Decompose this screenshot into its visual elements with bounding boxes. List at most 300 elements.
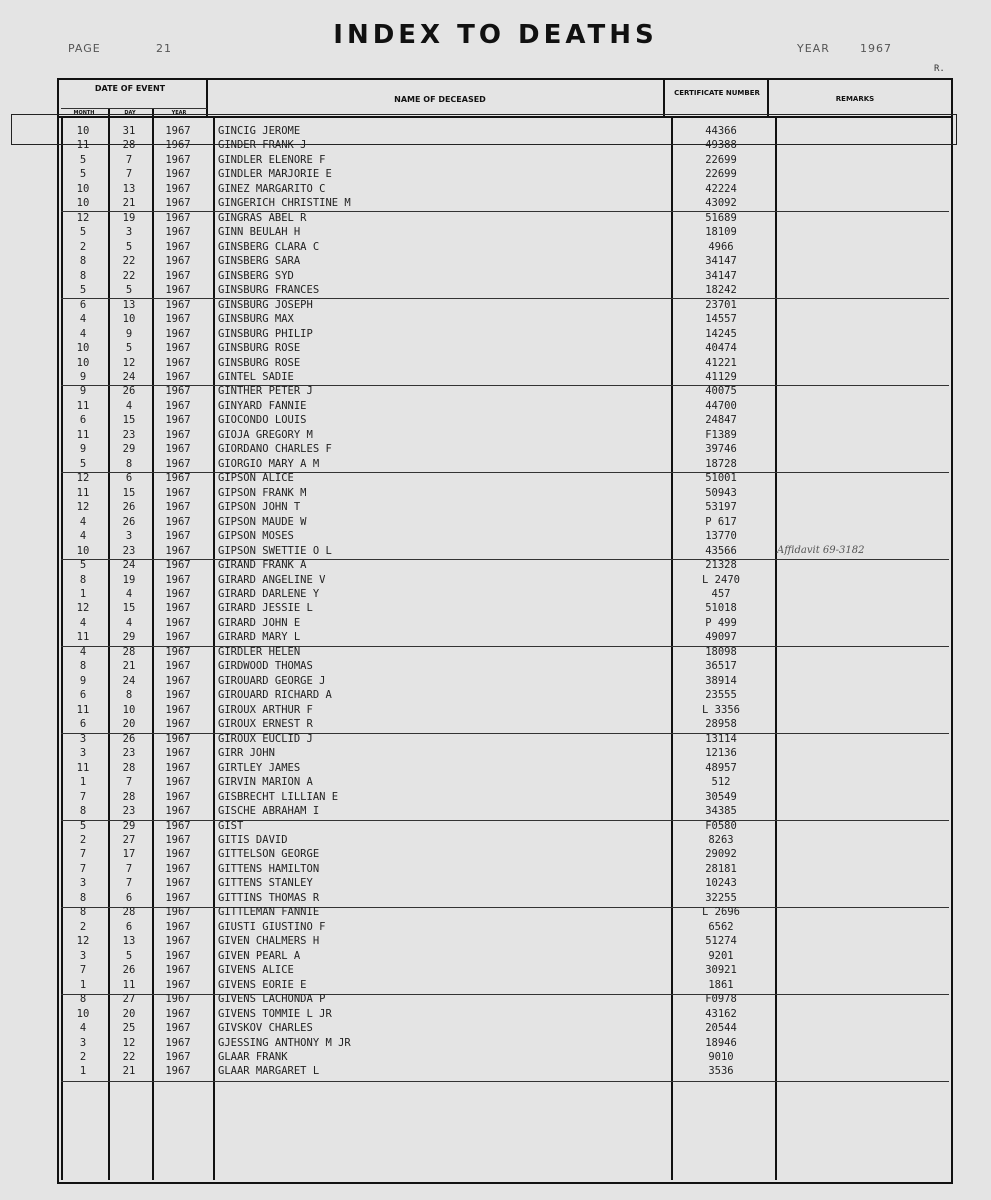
day-cell: 22 — [122, 269, 136, 282]
name-cell: GINSBURG FRANCES — [218, 284, 320, 297]
year-cell: 1967 — [165, 906, 191, 919]
table-row — [59, 138, 949, 152]
name-cell: GIPSON MAUDE W — [218, 515, 307, 528]
name-cell: GINSBURG MAX — [218, 313, 294, 326]
name-cell: GIRAND FRANK A — [218, 559, 307, 572]
table-row — [59, 370, 949, 384]
table-row — [59, 732, 949, 746]
month-cell: 1 — [79, 776, 87, 789]
certificate-cell: 51689 — [705, 211, 737, 224]
certificate-cell: 9010 — [708, 1051, 734, 1063]
certificate-cell: 48957 — [705, 761, 737, 774]
name-cell: GIRARD MARY L — [218, 631, 301, 644]
day-cell: 7 — [125, 862, 133, 875]
name-cell: GITTENS HAMILTON — [218, 862, 320, 875]
table-row — [59, 862, 949, 876]
day-cell: 15 — [122, 602, 136, 615]
name-cell: GLAAR MARGARET L — [218, 1065, 320, 1078]
table-row — [59, 1064, 949, 1078]
day-cell: 24 — [122, 370, 136, 383]
certificate-cell: 41129 — [705, 370, 737, 383]
certificate-cell: 50943 — [705, 486, 737, 499]
month-cell: 5 — [79, 153, 87, 166]
records-list — [59, 124, 949, 1079]
day-cell: 19 — [122, 211, 136, 224]
table-row — [59, 428, 949, 442]
day-cell: 23 — [122, 428, 136, 441]
year-cell: 1967 — [165, 370, 191, 383]
month-cell: 11 — [76, 399, 90, 412]
year-cell: 1967 — [165, 660, 191, 673]
month-cell: 7 — [79, 790, 87, 803]
month-cell: 3 — [79, 877, 87, 890]
month-cell: 6 — [79, 298, 87, 311]
month-cell: 11 — [76, 631, 90, 644]
name-cell: GITTELSON GEORGE — [218, 848, 320, 861]
certificate-cell: 38914 — [705, 674, 737, 687]
table-row — [59, 847, 949, 861]
year-cell: 1967 — [165, 616, 191, 629]
table-row — [59, 269, 949, 283]
day-cell: 4 — [125, 616, 133, 629]
table-row — [59, 717, 949, 731]
table-row — [59, 341, 949, 355]
year-cell: 1967 — [165, 949, 191, 962]
month-cell: 3 — [79, 747, 87, 760]
day-cell: 6 — [125, 891, 133, 904]
year-cell: 1967 — [165, 211, 191, 224]
day-cell: 8 — [125, 457, 133, 470]
day-cell: 24 — [122, 559, 136, 572]
table-row — [59, 949, 949, 963]
certificate-cell: 30921 — [705, 964, 737, 977]
year-cell: 1967 — [165, 891, 191, 904]
year-value: 1967 — [860, 42, 892, 55]
month-cell: 3 — [79, 949, 87, 962]
certificate-cell: 51001 — [705, 472, 737, 485]
table-row — [59, 384, 949, 398]
page-label: PAGE — [68, 42, 101, 55]
name-cell: GIPSON ALICE — [218, 472, 294, 485]
day-cell: 7 — [125, 776, 133, 789]
month-cell: 11 — [76, 139, 90, 152]
header-remarks: REMARKS — [835, 95, 875, 103]
year-cell: 1967 — [165, 414, 191, 427]
corner-mark: R. — [934, 64, 945, 74]
name-cell: GIVENS LACHONDA P — [218, 993, 326, 1006]
certificate-cell: 39746 — [705, 443, 737, 456]
day-cell: 5 — [125, 342, 133, 355]
page-title: INDEX TO DEATHS — [333, 20, 658, 50]
table-row — [59, 196, 949, 210]
month-cell: 8 — [79, 805, 87, 818]
day-cell: 8 — [125, 689, 133, 702]
certificate-cell: 9201 — [708, 949, 734, 962]
name-cell: GIORGIO MARY A M — [218, 457, 320, 470]
day-cell: 7 — [125, 153, 133, 166]
certificate-cell: 28958 — [705, 718, 737, 731]
table-row — [59, 486, 949, 500]
certificate-cell: P 499 — [705, 616, 737, 629]
certificate-cell: 34147 — [705, 269, 737, 282]
table-row — [59, 630, 949, 644]
certificate-cell: L 3356 — [702, 703, 740, 716]
certificate-cell: 49388 — [705, 139, 737, 152]
day-cell: 21 — [122, 660, 136, 673]
year-cell: 1967 — [165, 486, 191, 499]
year-cell: 1967 — [165, 356, 191, 369]
month-cell: 4 — [79, 530, 87, 543]
month-cell: 6 — [79, 718, 87, 731]
certificate-cell: 29092 — [705, 848, 737, 861]
certificate-cell: 18109 — [705, 226, 737, 239]
name-cell: GIROUX EUCLID J — [218, 732, 313, 745]
name-cell: GITTLEMAN FANNIE — [218, 906, 320, 919]
day-cell: 13 — [122, 298, 136, 311]
table-row — [59, 558, 949, 572]
month-cell: 4 — [79, 616, 87, 629]
table-row — [59, 254, 949, 268]
table-row — [59, 1007, 949, 1021]
table-row — [59, 167, 949, 181]
table-row — [59, 819, 949, 833]
certificate-cell: 14557 — [705, 313, 737, 326]
day-cell: 15 — [122, 414, 136, 427]
year-cell: 1967 — [165, 428, 191, 441]
table-row — [59, 601, 949, 615]
table-row — [59, 891, 949, 905]
table-row — [59, 703, 949, 717]
certificate-cell: 44700 — [705, 399, 737, 412]
table-row — [59, 573, 949, 587]
table-row — [59, 876, 949, 890]
table-row — [59, 153, 949, 167]
month-cell: 11 — [76, 761, 90, 774]
table-row — [59, 616, 949, 630]
name-cell: GIPSON JOHN T — [218, 501, 301, 514]
year-cell: 1967 — [165, 501, 191, 514]
month-cell: 10 — [76, 342, 90, 355]
certificate-cell: 1861 — [708, 978, 734, 991]
year-cell: 1967 — [165, 833, 191, 846]
month-cell: 10 — [76, 1007, 90, 1020]
certificate-cell: 18098 — [705, 645, 737, 658]
name-cell: GIUSTI GIUSTINO F — [218, 920, 326, 933]
name-cell: GINSBERG SARA — [218, 255, 301, 268]
year-cell: 1967 — [165, 255, 191, 268]
day-cell: 22 — [122, 1051, 136, 1063]
year-cell: 1967 — [165, 761, 191, 774]
certificate-cell: L 2696 — [702, 906, 740, 919]
certificate-cell: P 617 — [705, 515, 737, 528]
day-cell: 20 — [122, 1007, 136, 1020]
header-date-of-event: DATE OF EVENT — [94, 84, 166, 93]
year-cell: 1967 — [165, 515, 191, 528]
name-cell: GJESSING ANTHONY M JR — [218, 1036, 351, 1049]
certificate-cell: F1389 — [705, 428, 737, 441]
day-cell: 7 — [125, 168, 133, 181]
date-subheader-rule — [61, 108, 207, 109]
table-row — [59, 992, 949, 1006]
table-row — [59, 312, 949, 326]
name-cell: GINYARD FANNIE — [218, 399, 307, 412]
table-row — [59, 833, 949, 847]
name-cell: GINSBURG ROSE — [218, 356, 301, 369]
month-cell: 1 — [79, 1065, 87, 1078]
month-cell: 4 — [79, 645, 87, 658]
month-cell: 12 — [76, 211, 90, 224]
year-cell: 1967 — [165, 399, 191, 412]
month-cell: 11 — [76, 703, 90, 716]
month-cell: 6 — [79, 414, 87, 427]
month-cell: 10 — [76, 125, 90, 137]
day-cell: 3 — [125, 530, 133, 543]
table-row — [59, 905, 949, 919]
table-row — [59, 963, 949, 977]
col-rule-date-head — [206, 78, 208, 118]
month-cell: 9 — [79, 385, 87, 398]
day-cell: 24 — [122, 674, 136, 687]
month-cell: 4 — [79, 327, 87, 340]
year-cell: 1967 — [165, 269, 191, 282]
day-cell: 10 — [122, 313, 136, 326]
name-cell: GIRVIN MARION A — [218, 776, 313, 789]
month-cell: 11 — [76, 428, 90, 441]
day-cell: 5 — [125, 240, 133, 253]
certificate-cell: 34385 — [705, 805, 737, 818]
certificate-cell: 22699 — [705, 153, 737, 166]
table-row — [59, 920, 949, 934]
table-row — [59, 283, 949, 297]
year-cell: 1967 — [165, 284, 191, 297]
year-cell: 1967 — [165, 559, 191, 572]
certificate-cell: 36517 — [705, 660, 737, 673]
certificate-cell: 10243 — [705, 877, 737, 890]
month-cell: 1 — [79, 978, 87, 991]
year-cell: 1967 — [165, 935, 191, 948]
year-cell: 1967 — [165, 573, 191, 586]
month-cell: 6 — [79, 689, 87, 702]
month-cell: 12 — [76, 501, 90, 514]
month-cell: 8 — [79, 993, 87, 1006]
certificate-cell: 30549 — [705, 790, 737, 803]
name-cell: GIOCONDO LOUIS — [218, 414, 307, 427]
name-cell: GIRARD JESSIE L — [218, 602, 313, 615]
year-cell: 1967 — [165, 457, 191, 470]
month-cell: 1 — [79, 588, 87, 600]
header-month: MONTH — [73, 110, 95, 116]
name-cell: GLAAR FRANK — [218, 1051, 288, 1063]
header-day: DAY — [124, 110, 136, 116]
remarks-cell: Affidavit 69-3182 — [777, 544, 865, 556]
name-cell: GINGERICH CHRISTINE M — [218, 197, 351, 210]
year-cell: 1967 — [165, 993, 191, 1006]
day-cell: 6 — [125, 472, 133, 485]
month-cell: 3 — [79, 1036, 87, 1049]
certificate-cell: 22699 — [705, 168, 737, 181]
year-cell: 1967 — [165, 819, 191, 832]
day-cell: 9 — [125, 327, 133, 340]
year-cell: 1967 — [165, 674, 191, 687]
month-cell: 5 — [79, 284, 87, 297]
name-cell: GIRTLEY JAMES — [218, 761, 301, 774]
day-cell: 31 — [122, 125, 136, 137]
year-cell: 1967 — [165, 182, 191, 195]
certificate-cell: 21328 — [705, 559, 737, 572]
month-cell: 9 — [79, 370, 87, 383]
table-row — [59, 761, 949, 775]
day-cell: 28 — [122, 139, 136, 152]
year-cell: 1967 — [165, 631, 191, 644]
certificate-cell: 512 — [711, 776, 731, 789]
month-cell: 5 — [79, 168, 87, 181]
year-cell: 1967 — [165, 805, 191, 818]
year-cell: 1967 — [165, 718, 191, 731]
month-cell: 8 — [79, 660, 87, 673]
name-cell: GINTEL SADIE — [218, 370, 294, 383]
table-row — [59, 529, 949, 543]
certificate-cell: 51018 — [705, 602, 737, 615]
month-cell: 5 — [79, 559, 87, 572]
day-cell: 10 — [122, 703, 136, 716]
month-cell: 3 — [79, 732, 87, 745]
name-cell: GINSBURG JOSEPH — [218, 298, 313, 311]
year-cell: 1967 — [165, 168, 191, 181]
month-cell: 10 — [76, 356, 90, 369]
month-cell: 4 — [79, 313, 87, 326]
name-cell: GIVENS EORIE E — [218, 978, 307, 991]
day-cell: 7 — [125, 877, 133, 890]
certificate-cell: 12136 — [705, 747, 737, 760]
day-cell: 17 — [122, 848, 136, 861]
certificate-cell: F0580 — [705, 819, 737, 832]
col-rule-cert-head — [767, 78, 769, 118]
day-cell: 28 — [122, 906, 136, 919]
name-cell: GINTHER PETER J — [218, 385, 313, 398]
month-cell: 8 — [79, 906, 87, 919]
month-cell: 2 — [79, 833, 87, 846]
year-cell: 1967 — [165, 588, 191, 600]
year-cell: 1967 — [165, 1007, 191, 1020]
year-cell: 1967 — [165, 978, 191, 991]
day-cell: 22 — [122, 255, 136, 268]
month-cell: 10 — [76, 182, 90, 195]
certificate-cell: 18242 — [705, 284, 737, 297]
table-row — [59, 659, 949, 673]
certificate-cell: 42224 — [705, 182, 737, 195]
day-cell: 28 — [122, 790, 136, 803]
year-cell: 1967 — [165, 602, 191, 615]
day-cell: 12 — [122, 356, 136, 369]
name-cell: GINDLER MARJORIE E — [218, 168, 332, 181]
certificate-cell: 32255 — [705, 891, 737, 904]
month-cell: 8 — [79, 891, 87, 904]
month-cell: 8 — [79, 269, 87, 282]
day-cell: 25 — [122, 1022, 136, 1035]
table-row — [59, 211, 949, 225]
certificate-cell: 18946 — [705, 1036, 737, 1049]
header-year: YEAR — [171, 110, 187, 116]
year-cell: 1967 — [165, 139, 191, 152]
certificate-cell: 8263 — [708, 833, 734, 846]
year-cell: 1967 — [165, 776, 191, 789]
year-cell: 1967 — [165, 645, 191, 658]
year-cell: 1967 — [165, 327, 191, 340]
certificate-cell: 457 — [711, 588, 731, 600]
header-certificate: CERTIFICATE NUMBER — [674, 89, 760, 97]
certificate-cell: 18728 — [705, 457, 737, 470]
year-cell: 1967 — [165, 342, 191, 355]
name-cell: GIPSON FRANK M — [218, 486, 307, 499]
year-cell: 1967 — [165, 544, 191, 557]
month-cell: 2 — [79, 1051, 87, 1063]
certificate-cell: 51274 — [705, 935, 737, 948]
certificate-cell: 43566 — [705, 544, 737, 557]
day-cell: 27 — [122, 993, 136, 1006]
table-row — [59, 225, 949, 239]
name-cell: GITIS DAVID — [218, 833, 288, 846]
certificate-cell: 44366 — [705, 125, 737, 137]
name-cell: GINSBURG PHILIP — [218, 327, 313, 340]
month-cell: 2 — [79, 240, 87, 253]
name-cell: GIST — [218, 819, 244, 832]
name-cell: GIROUX ARTHUR F — [218, 703, 313, 716]
month-cell: 5 — [79, 226, 87, 239]
table-row — [59, 182, 949, 196]
name-cell: GIVENS TOMMIE L JR — [218, 1007, 332, 1020]
certificate-cell: 40075 — [705, 385, 737, 398]
year-cell: 1967 — [165, 313, 191, 326]
name-cell: GINN BEULAH H — [218, 226, 301, 239]
month-cell: 9 — [79, 674, 87, 687]
month-cell: 8 — [79, 573, 87, 586]
table-row — [59, 1050, 949, 1064]
year-cell: 1967 — [165, 197, 191, 210]
month-cell: 7 — [79, 862, 87, 875]
year-cell: 1967 — [165, 964, 191, 977]
certificate-cell: 49097 — [705, 631, 737, 644]
month-cell: 10 — [76, 197, 90, 210]
table-row — [59, 934, 949, 948]
year-cell: 1967 — [165, 920, 191, 933]
table-row — [59, 356, 949, 370]
year-cell: 1967 — [165, 530, 191, 543]
certificate-cell: 6562 — [708, 920, 734, 933]
name-cell: GIORDANO CHARLES F — [218, 443, 332, 456]
name-cell: GIPSON MOSES — [218, 530, 294, 543]
certificate-cell: 20544 — [705, 1022, 737, 1035]
day-cell: 21 — [122, 1065, 136, 1078]
month-cell: 7 — [79, 964, 87, 977]
year-cell: 1967 — [165, 240, 191, 253]
day-cell: 26 — [122, 964, 136, 977]
day-cell: 13 — [122, 182, 136, 195]
name-cell: GISCHE ABRAHAM I — [218, 805, 320, 818]
table-row — [59, 515, 949, 529]
month-cell: 2 — [79, 920, 87, 933]
name-cell: GIPSON SWETTIE O L — [218, 544, 332, 557]
year-cell: 1967 — [165, 298, 191, 311]
table-row — [59, 399, 949, 413]
day-cell: 11 — [122, 978, 136, 991]
month-cell: 7 — [79, 848, 87, 861]
day-cell: 23 — [122, 544, 136, 557]
month-cell: 11 — [76, 486, 90, 499]
certificate-cell: 43162 — [705, 1007, 737, 1020]
year-cell: 1967 — [165, 877, 191, 890]
certificate-cell: 40474 — [705, 342, 737, 355]
month-cell: 8 — [79, 255, 87, 268]
